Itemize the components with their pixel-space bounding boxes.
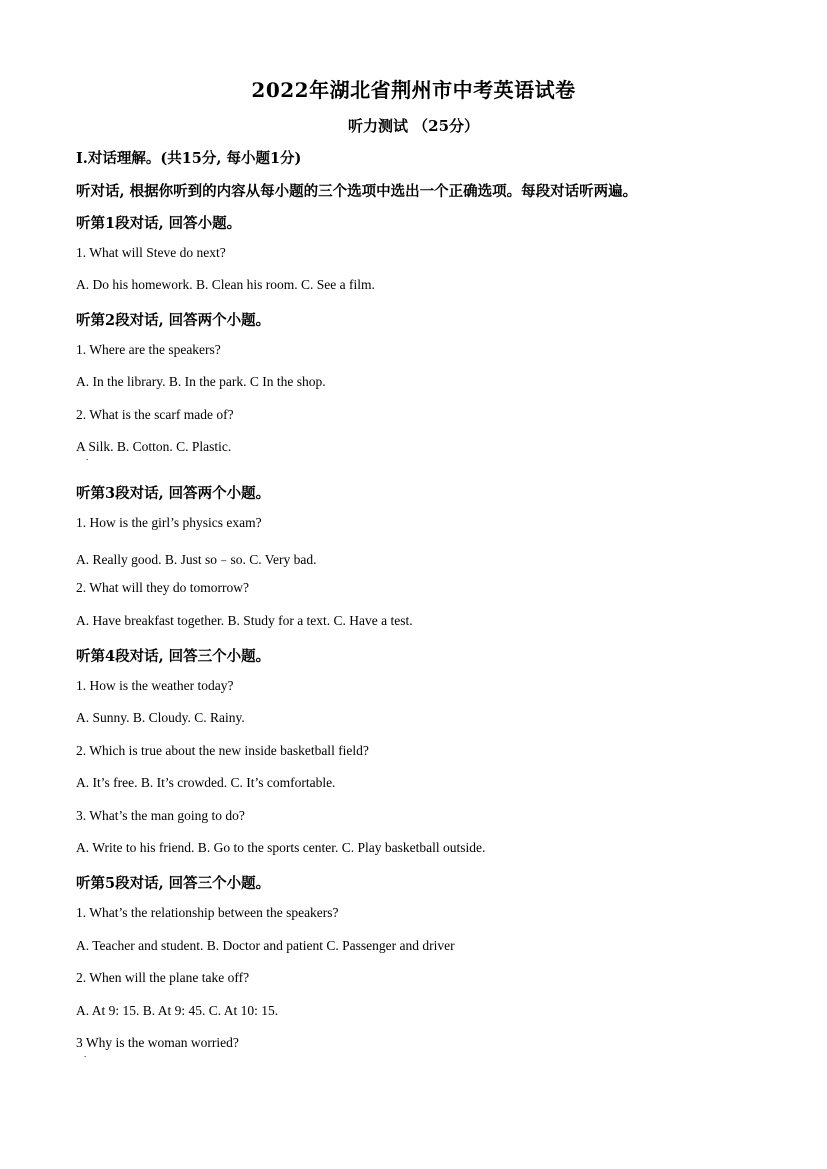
answer-options: A Silk. B. Cotton. C. Plastic. xyxy=(76,439,232,454)
question-text: 1. What’s the relationship between the speakers? xyxy=(76,905,339,920)
answer-options: A. Teacher and student. B. Doctor and patient C. Passenger and driver xyxy=(76,938,455,953)
section-instruction: 听对话, 根据你听到的内容从每小题的三个选项中选出一个正确选项。每段对话听两遍。 xyxy=(76,183,638,200)
question-text: 1. How is the weather today? xyxy=(76,678,234,693)
dialogue-4-heading: 听第4段对话, 回答三个小题。 xyxy=(76,648,271,665)
stray-dot: . xyxy=(86,452,89,462)
question-text: 1. How is the girl’s physics exam? xyxy=(76,515,262,530)
dialogue-1-heading: 听第1段对话, 回答小题。 xyxy=(76,215,242,232)
question-text: 3. What’s the man going to do? xyxy=(76,808,245,823)
question-text: 1. Where are the speakers? xyxy=(76,342,221,357)
section-heading: Ⅰ.对话理解。(共15分, 每小题1分) xyxy=(76,150,302,167)
stray-dot: . xyxy=(84,1049,87,1059)
dialogue-5-heading: 听第5段对话, 回答三个小题。 xyxy=(76,875,271,892)
answer-options: A. Do his homework. B. Clean his room. C. See a film. xyxy=(76,277,375,292)
section-subtitle: 听力测试 （25分） xyxy=(347,117,480,135)
answer-options: A. Really good. B. Just so﹣so. C. Very bad. xyxy=(76,552,317,567)
answer-options: A. In the library. B. In the park. C In the shop. xyxy=(76,374,326,389)
question-text: 2. When will the plane take off? xyxy=(76,970,250,985)
answer-options: A. Write to his friend. B. Go to the sports center. C. Play basketball outside. xyxy=(76,840,486,855)
question-text: 2. What will they do tomorrow? xyxy=(76,580,249,595)
answer-options: A. At 9: 15. B. At 9: 45. C. At 10: 15. xyxy=(76,1003,279,1018)
answer-options: A. It’s free. B. It’s crowded. C. It’s comfortable. xyxy=(76,775,336,790)
question-text: 3 Why is the woman worried? xyxy=(76,1035,239,1050)
answer-options: A. Have breakfast together. B. Study for a text. C. Have a test. xyxy=(76,613,413,628)
question-text: 1. What will Steve do next? xyxy=(76,245,226,260)
answer-options: A. Sunny. B. Cloudy. C. Rainy. xyxy=(76,710,245,725)
page-title: 2022年湖北省荆州市中考英语试卷 xyxy=(251,78,576,102)
question-text: 2. Which is true about the new inside basketball field? xyxy=(76,743,369,758)
question-text: 2. What is the scarf made of? xyxy=(76,407,234,422)
dialogue-2-heading: 听第2段对话, 回答两个小题。 xyxy=(76,312,271,329)
dialogue-3-heading: 听第3段对话, 回答两个小题。 xyxy=(76,485,271,502)
